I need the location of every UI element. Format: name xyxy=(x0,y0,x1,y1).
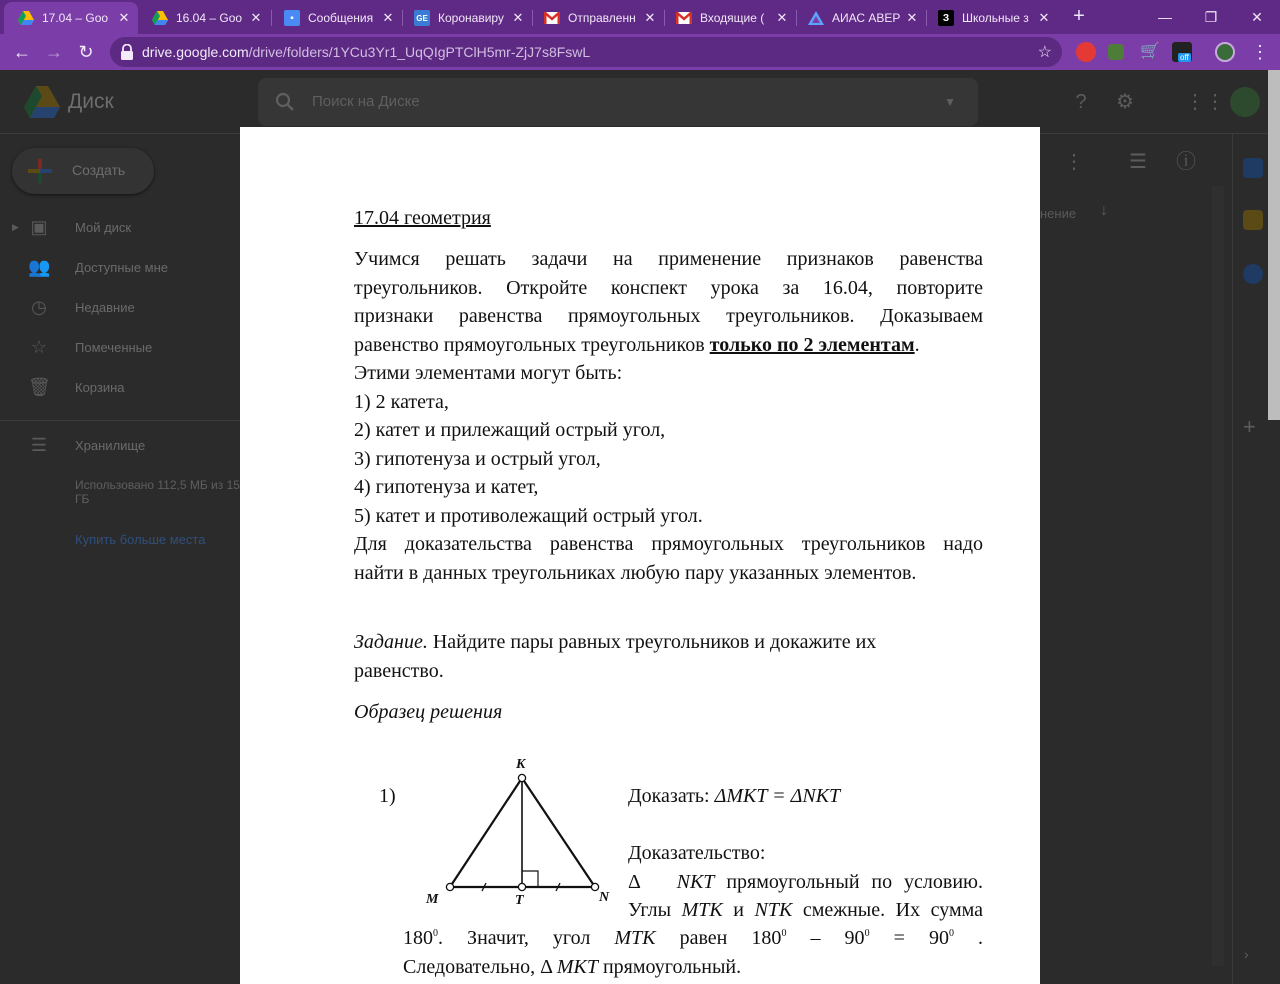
calendar-icon[interactable] xyxy=(1243,158,1263,178)
znanija-icon: З xyxy=(938,10,954,26)
messages-icon: ▪ xyxy=(284,10,300,26)
proof-text: Следовательно, Δ xyxy=(403,955,557,978)
close-icon[interactable]: ✕ xyxy=(512,10,524,25)
proof-block-bottom xyxy=(403,924,983,981)
close-icon[interactable]: ✕ xyxy=(644,10,656,25)
gmail-icon xyxy=(676,10,692,26)
drive-logo-icon xyxy=(24,86,60,118)
extension-off-icon[interactable] xyxy=(1172,42,1192,62)
lock-icon xyxy=(120,44,134,60)
cart-icon[interactable]: 🛒 xyxy=(1140,43,1160,60)
intro-line: признаки равенства прямоугольных треугольников. Доказываем xyxy=(354,305,983,327)
tab-title: 17.04 – Goo xyxy=(42,11,109,25)
tab-title: 16.04 – Goo xyxy=(176,11,243,25)
intro-line4-text: равенство прямоугольных треугольников xyxy=(354,333,710,356)
page-scrollbar-thumb[interactable] xyxy=(1268,70,1280,420)
close-icon[interactable]: ✕ xyxy=(250,10,262,25)
proof-text: угол xyxy=(552,927,591,949)
label-k: K xyxy=(516,757,526,772)
sidebar-item-storage[interactable] xyxy=(0,428,240,464)
close-icon[interactable]: ✕ xyxy=(776,10,788,25)
chevron-right-icon[interactable]: › xyxy=(1244,946,1249,962)
conclusion-line: Для доказательства равенства прямоугольных треугольников надо xyxy=(354,533,983,555)
create-label: Создать xyxy=(72,162,126,178)
task-line: равенство. xyxy=(354,659,444,682)
close-window-button[interactable]: ✕ xyxy=(1251,9,1263,25)
sidebar-item-label: Помеченные xyxy=(75,340,153,355)
clock-icon: ◷ xyxy=(31,297,47,317)
browser-tab-4[interactable] xyxy=(400,2,532,34)
keep-icon[interactable] xyxy=(1243,210,1263,230)
proof-text: – 90 xyxy=(786,927,865,949)
document-heading xyxy=(354,204,983,233)
angle-name: MTK xyxy=(681,899,723,921)
browser-tab-5[interactable] xyxy=(530,2,664,34)
browser-tab-7[interactable] xyxy=(794,2,926,34)
proof-line-4 xyxy=(403,953,983,982)
sidebar-item-label: Хранилище xyxy=(75,438,146,453)
close-icon[interactable]: ✕ xyxy=(906,10,918,25)
search-placeholder: Поиск на Диске xyxy=(312,93,420,110)
settings-gear-icon[interactable]: ⚙ xyxy=(1116,91,1134,113)
vertex-k xyxy=(518,774,525,781)
close-icon[interactable]: ✕ xyxy=(118,10,130,25)
forward-button[interactable]: → xyxy=(45,42,63,62)
proof-line-2 xyxy=(628,896,983,925)
angle-name: MTK xyxy=(614,927,656,949)
drive-search-input[interactable] xyxy=(258,78,978,126)
intro-line: треугольников. Откройте конспект урока за 16.04, повторите xyxy=(354,276,983,299)
proof-text: прямоугольный. xyxy=(597,955,742,978)
sidebar-item-recent[interactable] xyxy=(0,290,240,326)
browser-menu-icon[interactable]: ⋮ xyxy=(1251,42,1269,62)
task-paragraph xyxy=(354,628,983,685)
proof-line-1 xyxy=(628,868,983,897)
proof-text: Углы xyxy=(628,899,682,921)
adblock-icon[interactable] xyxy=(1076,42,1096,62)
degree-sign: 0 xyxy=(781,928,787,939)
label-m: M xyxy=(426,892,439,907)
extension-icon[interactable] xyxy=(1108,44,1124,60)
browser-tab-2[interactable] xyxy=(138,2,270,34)
proof-text: смежные. Их сумма xyxy=(792,899,984,921)
proof-text: . xyxy=(978,927,984,949)
task-line xyxy=(354,628,983,657)
browser-toolbar xyxy=(0,34,1280,70)
restore-button[interactable]: ❐ xyxy=(1204,9,1218,25)
vertex-m xyxy=(446,883,453,890)
google-drive-icon xyxy=(152,10,168,26)
sidebar-item-label: Доступные мне xyxy=(75,260,169,275)
search-icon xyxy=(274,91,296,113)
sidebar-item-my-drive[interactable] xyxy=(0,210,240,246)
list-view-icon[interactable]: ☰ xyxy=(1129,151,1147,173)
intro-line: Учимся решать задачи на применение признаков равенства xyxy=(354,248,983,270)
number-180 xyxy=(403,927,529,949)
close-icon[interactable]: ✕ xyxy=(382,10,394,25)
conclusion-line: найти в данных треугольниках любую пару указанных элементов. xyxy=(354,561,917,584)
proof-text: . Значит, xyxy=(438,927,529,949)
account-avatar[interactable] xyxy=(1230,87,1260,117)
element-item: 3) гипотенуза и острый угол, xyxy=(354,447,601,470)
profile-avatar[interactable] xyxy=(1215,42,1235,62)
minimize-button[interactable]: — xyxy=(1158,9,1172,25)
element-item: 5) катет и противолежащий острый угол. xyxy=(354,504,703,527)
tab-title: АИАС АВЕР xyxy=(832,11,901,25)
tasks-icon[interactable] xyxy=(1243,264,1263,284)
reload-button[interactable]: ↻ xyxy=(78,42,94,62)
intro-paragraph xyxy=(354,245,983,587)
buy-storage-link[interactable]: Купить больше места xyxy=(75,532,206,547)
google-drive-icon xyxy=(18,10,34,26)
angle-group xyxy=(614,927,954,949)
proof-text: = 90 xyxy=(869,927,949,949)
tab-title: Входящие ( xyxy=(700,11,765,25)
degree-sign: 0 xyxy=(948,928,954,939)
drive-header xyxy=(0,70,1280,134)
task-label: Задание. xyxy=(354,631,428,653)
elements-intro: Этими элементами могут быть: xyxy=(354,362,623,384)
browser-tab-8[interactable] xyxy=(924,2,1058,34)
proof-text: прямоугольный по условию. xyxy=(714,870,983,893)
degree-sign: 0 xyxy=(433,928,438,939)
gmail-icon xyxy=(544,10,560,26)
problem-number: 1) xyxy=(379,785,396,807)
new-tab-button[interactable]: + xyxy=(1073,5,1085,27)
browser-tab-3[interactable] xyxy=(270,2,402,34)
browser-tab-strip xyxy=(0,0,1280,34)
proof-label: Доказательство: xyxy=(628,842,766,864)
tab-title: Сообщения xyxy=(308,11,374,25)
url-path: /drive/folders/1YCu3Yr1_UqQIgPTClH5mr-ZjJ7s8FswL xyxy=(248,44,591,60)
proof-block-top xyxy=(628,839,983,925)
prove-statement-line xyxy=(628,782,983,811)
google-sheets-icon: GE xyxy=(414,10,430,26)
emphasis-text: только по 2 элементам xyxy=(709,333,915,356)
triangle-name: NKT xyxy=(676,870,715,893)
intro-line xyxy=(354,331,983,360)
add-addon-icon[interactable]: + xyxy=(1243,414,1256,439)
angle-name: NTK xyxy=(754,899,793,921)
sidebar-item-label: Недавние xyxy=(75,300,135,315)
element-item: 1) 2 катета, xyxy=(354,390,449,413)
files-scrollbar[interactable] xyxy=(1212,186,1224,966)
apps-grid-icon[interactable]: ⋮⋮ xyxy=(1185,91,1225,113)
heading-text: 17.04 геометрия xyxy=(354,207,491,229)
trash-icon: 🗑 xyxy=(28,377,51,397)
prove-statement: ΔMKT = ΔNKT xyxy=(714,785,841,807)
plus-icon xyxy=(26,157,54,185)
more-options-icon[interactable]: ⋮ xyxy=(1064,151,1084,173)
sidebar-divider xyxy=(0,420,240,421)
segment-km xyxy=(450,778,522,887)
label-n: N xyxy=(599,890,610,905)
expand-arrow-icon[interactable]: ▶ xyxy=(12,222,19,232)
extension-badge: off xyxy=(1180,53,1189,62)
sidebar-item-label: Корзина xyxy=(75,380,125,395)
avers-icon xyxy=(808,10,824,26)
help-icon[interactable]: ? xyxy=(1075,91,1087,113)
back-button[interactable]: ← xyxy=(13,42,31,62)
browser-tab-1[interactable] xyxy=(4,2,138,34)
triangle-figure xyxy=(420,749,620,919)
proof-line-3 xyxy=(403,924,983,953)
shared-icon: 👥 xyxy=(28,257,51,277)
degree-sign: 0 xyxy=(864,928,870,939)
my-drive-icon: ▣ xyxy=(30,217,48,237)
delta-symbol: Δ xyxy=(628,870,641,893)
prove-label: Доказать: xyxy=(628,785,715,807)
sidebar-item-shared[interactable] xyxy=(0,250,240,286)
vertex-t xyxy=(518,883,525,890)
label-t: T xyxy=(515,893,524,908)
search-options-icon[interactable]: ▼ xyxy=(944,95,956,109)
sidebar-item-starred[interactable] xyxy=(0,330,240,366)
star-icon: ☆ xyxy=(30,337,48,357)
tab-title: Школьные з xyxy=(962,11,1029,25)
proof-text: и xyxy=(722,899,755,921)
vertex-n xyxy=(591,883,598,890)
drive-app-name: Диск xyxy=(68,90,114,113)
address-bar[interactable] xyxy=(110,37,1062,67)
sidebar-item-trash[interactable] xyxy=(0,370,240,406)
url-host: drive.google.com xyxy=(142,44,249,60)
bookmark-star-icon[interactable]: ☆ xyxy=(1037,44,1052,61)
intro-line4-end: . xyxy=(914,333,920,356)
value: 180 xyxy=(403,927,433,949)
sort-label[interactable]: нение xyxy=(1040,206,1077,221)
task-text: Найдите пары равных треугольников и докажите их xyxy=(427,631,877,653)
element-item: 2) катет и прилежащий острый угол, xyxy=(354,419,666,441)
storage-icon: ☰ xyxy=(30,435,48,455)
sample-solution-label: Образец решения xyxy=(354,701,503,723)
browser-tab-6[interactable] xyxy=(662,2,796,34)
document-preview-page xyxy=(240,127,1040,984)
storage-quota-text: Использовано 112,5 МБ из 15 ГБ xyxy=(75,478,240,506)
triangle-name: MKT xyxy=(556,955,598,978)
sidebar-item-label: Мой диск xyxy=(75,220,132,235)
info-icon[interactable]: ⓘ xyxy=(1176,151,1196,173)
proof-text: равен 180 xyxy=(679,927,782,949)
create-button[interactable] xyxy=(12,148,154,194)
url-text xyxy=(142,44,590,60)
element-item: 4) гипотенуза и катет, xyxy=(354,476,539,498)
sort-direction-icon[interactable]: ↓ xyxy=(1100,202,1108,219)
close-icon[interactable]: ✕ xyxy=(1038,10,1050,25)
tab-title: Коронавиру xyxy=(438,11,504,25)
tab-title: Отправленн xyxy=(568,11,636,25)
